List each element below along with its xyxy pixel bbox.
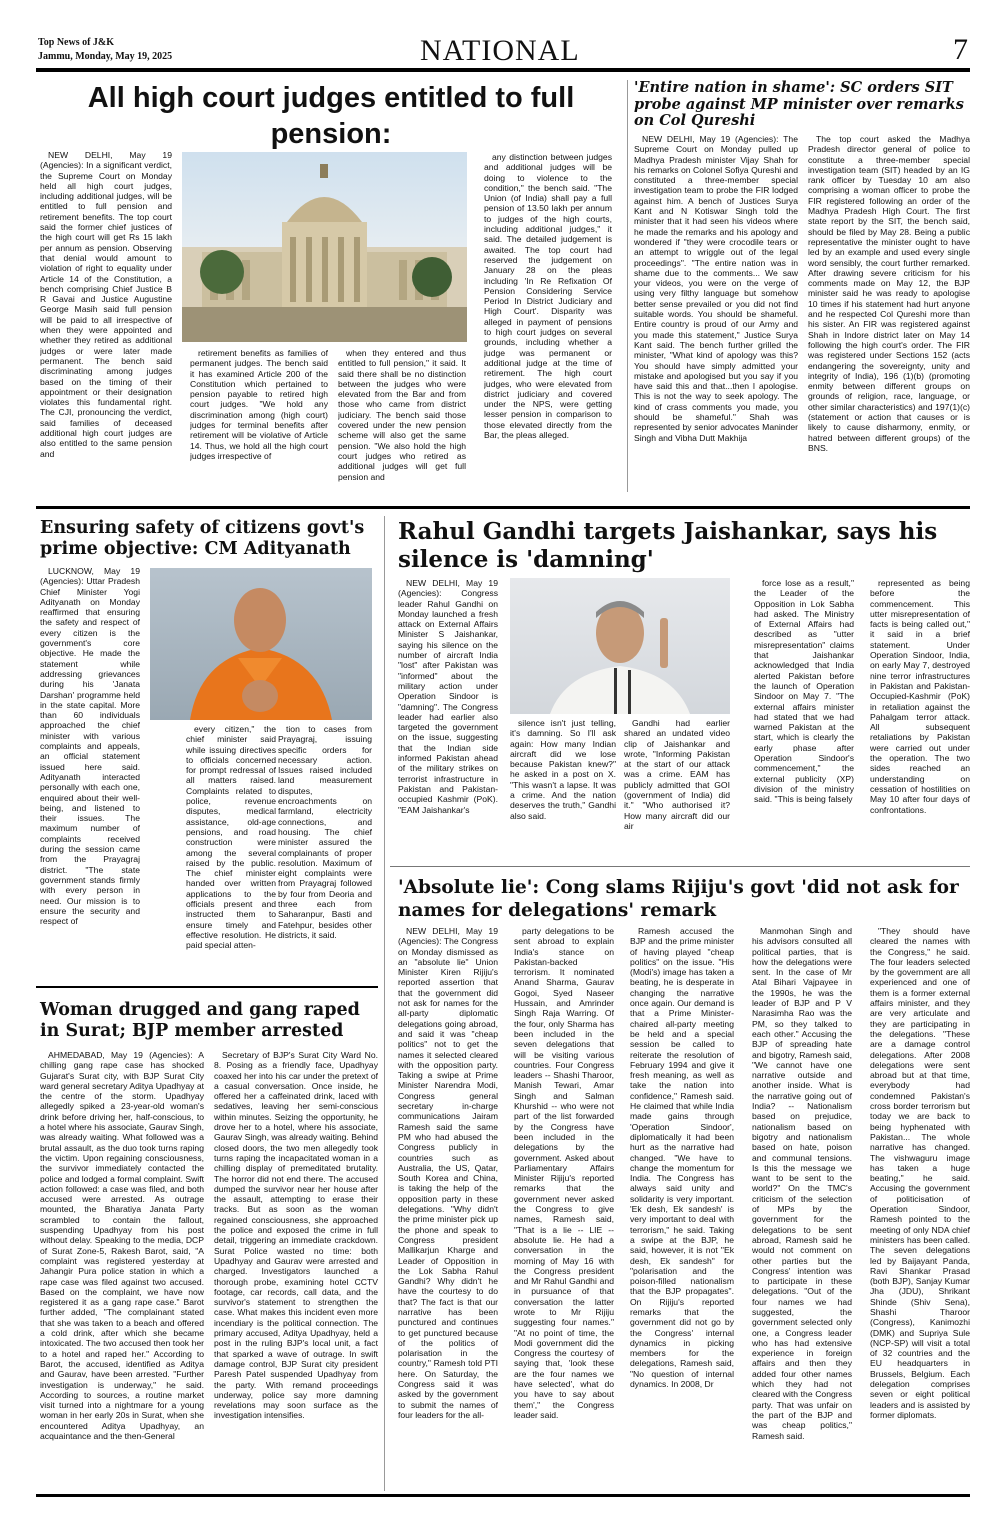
story3-col1 bbox=[40, 566, 140, 972]
story1-col1 bbox=[40, 150, 172, 490]
story4-col3 bbox=[624, 718, 730, 860]
story4-col1-text: NEW DELHI, May 19 (Agencies): Congress leader Rahul Gandhi on Monday launched a fresh attack on External Affairs Minister S Jaishankar, saying his silence on the number of aircraft India "lost" after Pakistan was "informed" about the military action under Operation Sindoor is "damning". The Congress leader had earlier also targeted the government on the issue, suggesting that the Indian side informed Pakistan ahead of the military strikes on terrorist infrastructure in Pakistan and Pakistan-occupied Kashmir (PoK). "EAM Jaishankar's bbox=[398, 578, 498, 815]
column-separator bbox=[384, 516, 385, 1491]
dateline: Jammu, Monday, May 19, 2025 bbox=[38, 51, 173, 62]
story5-col4-text: Manmohan Singh and his advisors consulted all political parties, that is how the delegations were sent. In the case of Mr Atal Bihari Vajpayee in the 1990s, he was the leader of BJP and P V Narasimha Rao was the PM, so they talked to each other." Accusing the BJP of spreading hate and bigotry, Ramesh said, "We cannot have one narrative outside and another inside. What is the narrative going out of India? -- Nationalism based on prejudice, nationalism based on bigotry and nationalism based on hate, poison and communal tensions. Is this the message we want to be sent to the world?" On the TMC's criticism of the selection of MPs by the government for the delegations to be sent abroad, Ramesh said he would not comment on other parties but the Congress' intention was to participate in these delegations. "Out of the four names we had suggested, the government selected only one, a Congress leader who has had extensive experience in foreign affairs and then they added four other names which they had not cleared with the Congress party. That was unfair on the part of the BJP and was cheap politics," Ramesh said. bbox=[752, 926, 852, 1441]
story4-col5-text: represented as being before the commencement. This utter misrepresentation of facts is being called out," it said in a brief statement. Under Operation Sindoor, India, on early May 7, destroyed nine terror infrastructures in Pakistan and Pakistan-Occupied-Kashmir (PoK) in retaliation against the Pahalgam terror attack. All subsequent retaliations by Pakistan were carried out under the operation. The two sides reached an understanding on cessation of hostilities on May 10 after four days of confrontations. bbox=[870, 578, 970, 815]
story3-col2 bbox=[186, 724, 276, 974]
section-rule bbox=[36, 986, 378, 988]
story4-col2-text: silence isn't just telling, it's damning. So I'll ask again: How many Indian aircraft did we lose because Pakistan knew?" he asked in a post on X. "This wasn't a lapse. It was a crime. And the nation deserves the truth," Gandhi also said. bbox=[510, 718, 616, 821]
story3-col3-text: tion to cases from Prayagraj, issuing specific orders for necessary action. Issues raised included land measurement disputes, encroachments on farmland, electricity connections, and housing. The chief minister assured the complainants of proper resolution. Maximum of eight complaints were from Prayagraj followed by four from Deoria and three each from Saharanpur, Basti and Fatehpur, besides other districts, it said. bbox=[278, 724, 372, 940]
story6-col1-text: AHMEDABAD, May 19 (Agencies): A chilling gang rape case has shocked Gujarat's Surat city, with BJP Surat City ward general secretary Aditya Upadhyay at the centre of the storm. Upadhyay allegedly spiked a 23-year-old woman's drink before driving her, half-conscious, to a hotel where his associate, Gaurav Singh, was already waiting. What followed was a brutal assault, as the duo took turns raping the victim. Upon regaining consciousness, the survivor immediately contacted the police and lodged a formal complaint. Swift action followed: a case was filed, and both accused were arrested. As outrage mounted, the Bharatiya Janata Party scrambled to contain the fallout, suspending Upadhyay from his post without delay. Speaking to the media, DCP of Surat Zone-5, Rakesh Barot, said, "A complaint was registered yesterday at Jahangir Pura police station in which a rape case was filed against two accused. Based on the complaint, we have now registered it as a gang rape case." Barot further added, "The complainant stated that she was taken to a beach and offered a cold drink, after which she became intoxicated. The two accused then took her to a hotel and raped her." According to Barot, the accused, identified as Aditya and Gaurav, have been arrested. "Further investigation is underway," he said. According to sources, a routine market visit turned into a nightmare for a young woman in her early 20s in Surat, when she encountered Aditya Upadhyay, an acquaintance and the then-General bbox=[40, 1050, 204, 1441]
story6-headline: Woman drugged and gang raped in Surat; BJP member arrested bbox=[40, 1000, 360, 1041]
story3-col3 bbox=[278, 724, 372, 974]
story5-col3 bbox=[630, 926, 734, 1488]
section-title: NATIONAL bbox=[420, 34, 580, 67]
page-number: 7 bbox=[953, 33, 968, 66]
story1-col3 bbox=[338, 348, 466, 490]
story3-headline: Ensuring safety of citizens govt's prime objective: CM Adityanath bbox=[40, 518, 365, 559]
story4-col5 bbox=[870, 578, 970, 860]
story4-col4-text: force lose as a result," the Leader of the Opposition in Lok Sabha had asked. The Ministry of External Affairs had described as "utter misrepresentation" claims that Jaishankar acknowledged that India alerted Pakistan before the launch of Operation Sindoor on May 7. "The external affairs minister had stated that we had warned Pakistan at the start, which is clearly the early phase after Operation Sindoor's commencement," the external publicity (XP) division of the ministry said. "This is being falsely bbox=[754, 578, 854, 805]
column-separator bbox=[627, 80, 628, 492]
story5-headline: 'Absolute lie': Cong slams Rijiju's govt 'did not ask for names for delegations' remark bbox=[398, 877, 959, 921]
story6-col2 bbox=[214, 1050, 378, 1490]
story2-col1-text: NEW DELHI, May 19 (Agencies): The Supreme Court on Monday pulled up Madhya Pradesh minister Vijay Shah for his remarks on Colonel Sofiya Qureshi and constituted a three-member special investigation team to probe the FIR lodged against him. A bench of Justices Surya Kant and N Kotiswar Singh told the minister that it had seen his videos where he made the remarks and his apology and wondered if "they were crocodile tears or an attempt to wriggle out of the legal proceedings". "The entire nation was in shame due to the comments... We saw your videos, you were on the verge of using very filthy language but somehow better sense prevailed or you did not find suitable words. You should be shameful. Entire country is proud of our Army and you made this statement," Justice Surya Kant said. The bench further grilled the minister, "What kind of apology was this? You should have simply admitted your mistake and apologised but you say if you have said this and that...then I apologise. This is not the way to seek apology. The kind of crass comments you made, you should be shameful." Shah was represented by senior advocates Maninder Singh and Vibha Dutt Makhija bbox=[634, 134, 798, 443]
story5-col2 bbox=[514, 926, 614, 1488]
paper-name-block bbox=[38, 36, 172, 64]
story3-col1-text: LUCKNOW, May 19 (Agencies): Uttar Pradesh Chief Minister Yogi Adityanath on Monday reaffirmed that ensuring the safety and respect of every citizen is the government's core objective. He made the statement while addressing grievances during his 'Janata Darshan' programme held in the state capital. More than 60 individuals approached the chief minister with various complaints and appeals, an official statement issued here said. Adityanath interacted personally with each one, enquired about their well-being, and listened to their issues. The maximum number of complaints received during the session came from the Prayagraj district. "The state government stands firmly with every person in need. Our mission is to ensure the security and respect of bbox=[40, 566, 140, 927]
story5-col2-text: party delegations to be sent abroad to explain India's stance on Pakistan-backed terrorism. It nominated Anand Sharma, Gaurav Gogoi, Syed Naseer Hussain, and Amrinder Singh Raja Warring. Of the four, only Sharma has been included in the seven delegations that will be visiting various countries. Four Congress leaders -- Shashi Tharoor, Manish Tewari, Amar Singh and Salman Khurshid -- who were not part of the list forwarded by the Congress have been included in the delegations by the government. Asked about Parliamentary Affairs Minister Rijiju's reported remarks that the government never asked the Congress to give names, Ramesh said, "That is a lie -- LIE -- absolute lie. He had a conversation in the morning of May 16 with the Congress president and Mr Rahul Gandhi and in pursuance of that conversation the latter wrote to Mr Rijiju suggesting four names." "At no point of time, the Modi government did the Congress the courtesy of saying that, 'look these are the four names we have selected', what do you have to say about them'," the Congress leader said. bbox=[514, 926, 614, 1420]
section-rule bbox=[390, 866, 970, 867]
masthead-rule bbox=[36, 68, 970, 72]
story1-col1-text: NEW DELHI, May 19 (Agencies): In a significant verdict, the Supreme Court on Monday held all high court judges, including additional judges, will be entitled to full pension and retirement benefits. The top court said the former chief justices of the high court will get Rs 15 lakh per annum as pension. Observing that denial would amount to violation of right to equality under Article 14 of the Constitution, a bench comprising Chief Justice B R Gavai and Justice Augustine George Masih said full pension will be paid to all irrespective of when they were appointed and whether they retired as additional judges or were later made permanent. The bench said discriminating among judges based on the timing of their appointment or their designation violates this fundamental right. The CJI, pronouncing the verdict, said families of deceased additional high court judges are also entitled to the same pension and bbox=[40, 150, 172, 459]
story6-col2-text: Secretary of BJP's Surat City Ward No. 8. Posing as a friendly face, Upadhyay coaxed her into his car under the pretext of a casual conversation. Once inside, he offered her a caffeinated drink, laced with sedatives, leaving her semi-conscious within minutes. Seizing the opportunity, he drove her to a hotel, where his associate, Gaurav Singh, was already waiting. Behind closed doors, the two men allegedly took turns raping the incapacitated woman in a chilling display of premeditated brutality. The horror did not end there. The accused dumped the survivor near her house after the assault, attempting to erase their tracks. But as soon as the woman regained consciousness, she approached the police and exposed the crime in full detail, triggering an immediate crackdown. Surat Police wasted no time: both Upadhyay and Gaurav were arrested and charged. Investigators launched a thorough probe, examining hotel CCTV footage, car records, call data, and the survivor's statement to strengthen the case. What makes this incident even more incendiary is the political connection. The primary accused, Aditya Upadhyay, held a post in the ruling BJP's local unit, a fact that sparked a wave of outrage. In swift damage control, BJP Surat city president Paresh Patel suspended Upadhyay from the party. With remand proceedings underway, police say more damning revelations may soon surface as the investigation intensifies. bbox=[214, 1050, 378, 1421]
story1-col2 bbox=[190, 348, 328, 490]
story1-headline-line1: All high court judges entitled to full pension: bbox=[87, 82, 575, 150]
story6-col1 bbox=[40, 1050, 204, 1490]
story1-col3-text: when they entered and thus entitled to full pension," it said. It said there shall be no distinction between the judges who were elevated from the Bar and from those who came from district judiciary. The bench said those covered under the new pension scheme will also get the same pension. "We also hold the high court judges who retired as additional judges will get full pension and bbox=[338, 348, 466, 482]
story5-col1-text: NEW DELHI, May 19 (Agencies): The Congress on Monday dismissed as an "absolute lie" Union Minister Kiren Rijiju's reported assertion that that the government did not ask for names for the all-party diplomatic delegations going abroad, and said it was "cheap politics" not to get the names it selected cleared with the opposition party. Taking a swipe at Prime Minister Narendra Modi, Congress general secretary in-charge communications Jairam Ramesh said the same PM who had abused the Congress publicly in countries such as Australia, the US, Qatar, South Korea and China, is taking the help of the opposition party in these delegations. "Why didn't the prime minister pick up the phone and speak to Congress president Mallikarjun Kharge and Leader of Opposition in the Lok Sabha Rahul Gandhi? Why didn't he have the courtesy to do that? The fact is that our narrative has been punctured and continues to get punctured because of the politics of polarisation in the country," Ramesh told PTI here. On Saturday, the Congress said it was asked by the government to submit the names of four leaders for the all- bbox=[398, 926, 498, 1420]
story4-col2 bbox=[510, 718, 616, 860]
story5-col4 bbox=[752, 926, 852, 1488]
adityanath-photo bbox=[150, 568, 372, 720]
story5-col3-text: Ramesh accused the BJP and the prime minister of having played "cheap politics" on the issue. "His (Modi's) image has taken a beating, he is desperate in changing the narrative once again. Our demand is that a Prime Minister-chaired all-party meeting be held and a special session be called to reiterate the resolution of February 1994 and give it fresh meaning, as well as take the nation into confidence," Ramesh said. He claimed that while India made gains through 'Operation Sindoor', diplomatically it had been hurt as the narrative had changed. "We have to change the momentum for India. The Congress has always said unity and solidarity is very important. 'Ek desh, Ek sandesh' is very important to deal with terrorism," he said. Taking a swipe at the BJP, he said, however, it is not "Ek desh, Ek sandesh" for "polarisation and the poison-filled nationalism that the BJP propagates". On Rijiju's reported remarks that the government did not go by the Congress' internal dynamics in picking members for the delegations, Ramesh said, "No question of internal dynamics. In 2008, Dr bbox=[630, 926, 734, 1390]
story1-col2-text: retirement benefits as families of permanent judges. The bench said it has examined Article 200 of the Constitution which pertained to pension payable to retired high court judges. "We hold any discrimination among (high court) judges for terminal benefits after retirement will be violative of Article 14. Thus, we hold all the high court judges irrespective of bbox=[190, 348, 328, 461]
rahul-gandhi-photo bbox=[510, 578, 730, 714]
story5-col5 bbox=[870, 926, 970, 1488]
story5-col5-text: "They should have cleared the names with the Congress," he said. The four leaders selected by the government are all experienced and one of them is a former external affairs minister, and they are very articulate and they are participating in the delegations. "These are a damage control delegations. After 2008 delegations were sent abroad but at that time, everybody had condemned Pakistan's cross border terrorism but today we are back to being hyphenated with Pakistan... The whole narrative has changed. The vishwaguru image has taken a huge beating," he said. Accusing the government of politicisation of Operation Sindoor, Ramesh pointed to the meeting of only NDA chief ministers has been called. The seven delegations led by Baijayant Panda, Ravi Shankar Prasad (both BJP), Sanjay Kumar Jha (JDU), Shrikant Shinde (Shiv Sena), Shashi Tharoor (Congress), Kanimozhi (DMK) and Supriya Sule (NCP-SP) will visit a total of 32 countries and the EU headquarters in Brussels, Belgium. Each delegation comprises seven or eight political leaders and is assisted by former diplomats. bbox=[870, 926, 970, 1420]
story5-col1 bbox=[398, 926, 498, 1488]
story1-col4-text: any distinction between judges and additional judges will be doing to violence to the condition," the bench said. "The Union (of India) shall pay a full pension of 13.50 lakh per annum to judges of the high courts, including additional judges," it said. The detailed judgement is awaited. The top court had reserved the judgement on January 28 on the pleas including 'In Re Refixation Of Pension Considering Service Period In District Judiciary and High Court'. Disparity was alleged in payment of pensions to high court judges on several grounds, including whether a judge was permanent or additional judge at the time of retirement. The high court judges, who were elevated from district judiciary and covered under the NPS, were getting lesser pension in comparison to those elevated directly from the Bar, the pleas alleged. bbox=[484, 152, 612, 441]
paper-name: Top News of J&K bbox=[38, 37, 115, 48]
story4-col4 bbox=[754, 578, 854, 860]
footer-rule bbox=[36, 1494, 970, 1497]
story2-headline: 'Entire nation in shame': SC orders SIT probe against MP minister over remarks on Col Qureshi bbox=[634, 79, 964, 129]
story4-col1 bbox=[398, 578, 498, 860]
story2-col1 bbox=[634, 134, 798, 492]
story2-col2 bbox=[808, 134, 970, 492]
supreme-court-photo bbox=[182, 152, 467, 342]
story4-col3-text: Gandhi had earlier shared an undated video clip of Jaishankar and wrote, "Informing Pakistan at the start of our attack was a crime. EAM has publicly admitted that GOI (government of India) did it." "Who authorised it? How many aircraft did our air bbox=[624, 718, 730, 831]
story3-col2-text: every citizen," the chief minister said while issuing directives to officials concerned for prompt redressal of all matters raised. Complaints related to police, revenue disputes, medical assistance, old-age pensions, and road construction were among the several raised by the public. The chief minister handed over written applications to the officials present and instructed them to ensure timely and effective resolution. He paid special atten- bbox=[186, 724, 276, 951]
section-rule bbox=[36, 506, 970, 509]
story1-col4 bbox=[484, 152, 612, 490]
story4-headline: Rahul Gandhi targets Jaishankar, says his silence is 'damning' bbox=[398, 518, 938, 573]
story2-col2-text: The top court asked the Madhya Pradesh director general of police to constitute a three-member special investigation team (SIT) headed by an IG rank officer by Tuesday 10 am also comprising a woman officer to probe the FIR registered following an order of the Madhya Pradesh High Court. The first state report by the SIT, the bench said, should be filed by May 28. Being a public representative the minister ought to have led by an example and used every single word sensibly, the court further remarked. After drawing severe criticism for his comments made on May 12, the BJP minister said he was ready to apologise 10 times if his statement had hurt anyone and he respected Col Qureshi more than his sister. An FIR was registered against Shah in Indore district later on May 14 following the high court's order. The FIR was registered under Sections 152 (acts endangering the sovereignty, unity and integrity of India), 196 (1)(b) (promoting enmity between different groups on grounds of religion, race, language, or other similar characteristics) and 197(1)(c) (statement or action that causes or is likely to cause disharmony, enmity, or hatred between different groups) of the BNS. bbox=[808, 134, 970, 453]
